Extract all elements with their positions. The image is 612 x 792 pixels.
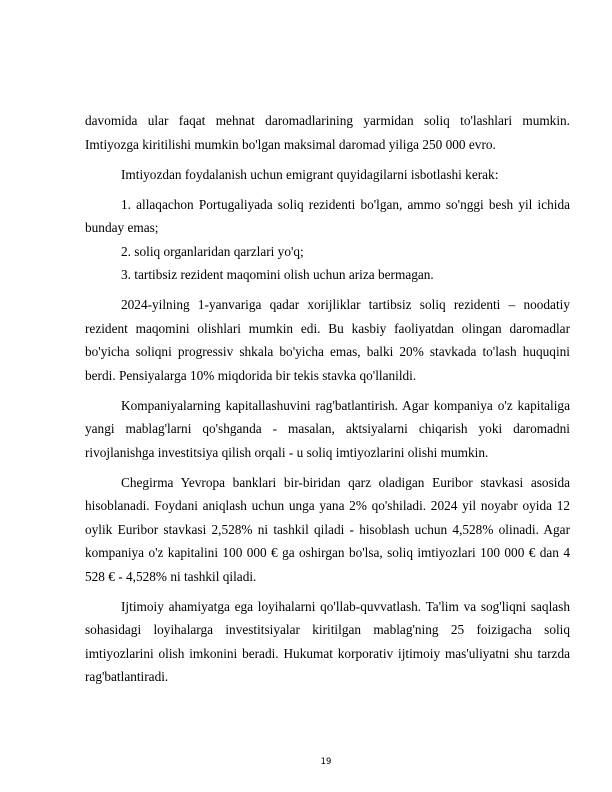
- paragraph-capitalization: Kompaniyalarning kapitallashuvini rag'batlantirish. Agar kompaniya o'z kapitaliga yangi mablag'larni qo'shganda - masalan, aktsiyalarni chiqarish yoki daromadni rivojlanishga investitsiya qilish orqali - u soliq imtiyozlarini olishi mumkin.: [85, 397, 570, 460]
- list-item-3: 3. tartibsiz rezident maqomini olish uchun ariza bermagan.: [121, 267, 434, 282]
- paragraph-continuation: davomida ular faqat mehnat daromadlarining yarmidan soliq to'lashlari mumkin. Imtiyozga kiritilishi mumkin bo'lgan maksimal daromad yiliga 250 000 evro.: [85, 113, 570, 152]
- list-item-1: 1. allaqachon Portugaliyada soliq rezidenti bo'lgan, ammo so'nggi besh yil ichida bunday emas;: [85, 196, 570, 235]
- paragraph-euribor: Chegirma Yevropa banklari bir-biridan qarz oladigan Euribor stavkasi asosida hisoblanadi. Foydani aniqlash uchun unga yana 2% qo'shiladi. 2024 yil noyabr oyida 12 oylik Euribor stavkasi 2,528% ni tashkil qiladi - hisoblash uchun 4,528% olinadi. Agar kompaniya o'z kapitalini 100 000 € ga oshirgan bo'lsa, soliq imtiyozlari 100 000 € dan 4 528 € - 4,528% ni tashkil qiladi.: [85, 474, 570, 584]
- document-body: [85, 109, 570, 695]
- paragraph-social-projects: Ijtimoiy ahamiyatga ega loyihalarni qo'llab-quvvatlash. Ta'lim va sog'liqni saqlash sohasidagi loyihalarga investitsiyalar kiritilgan mablag'ning 25 foizigacha soliq imtiyozlarini olish imkonini beradi. Hukumat korporativ ijtimoiy mas'uliyatni shu tarzda rag'batlantiradi.: [85, 598, 570, 684]
- paragraph-nhr-status: 2024-yilning 1-yanvariga qadar xorijliklar tartibsiz soliq rezidenti – noodatiy rezident maqomini olishlari mumkin edi. Bu kasbiy faoliyatdan olingan daromadlar bo'yicha soliqni progressiv shkala bo'yicha emas, balki 20% stavkada to'lash huquqini berdi. Pensiyalarga 10% miqdorida bir tekis stavka qo'llanildi.: [85, 297, 570, 383]
- paragraph-requirements-intro: Imtiyozdan foydalanish uchun emigrant quyidagilarni isbotlashi kerak:: [121, 166, 499, 182]
- page-number: 19: [320, 757, 332, 767]
- list-item-2: 2. soliq organlaridan qarzlari yo'q;: [121, 243, 304, 259]
